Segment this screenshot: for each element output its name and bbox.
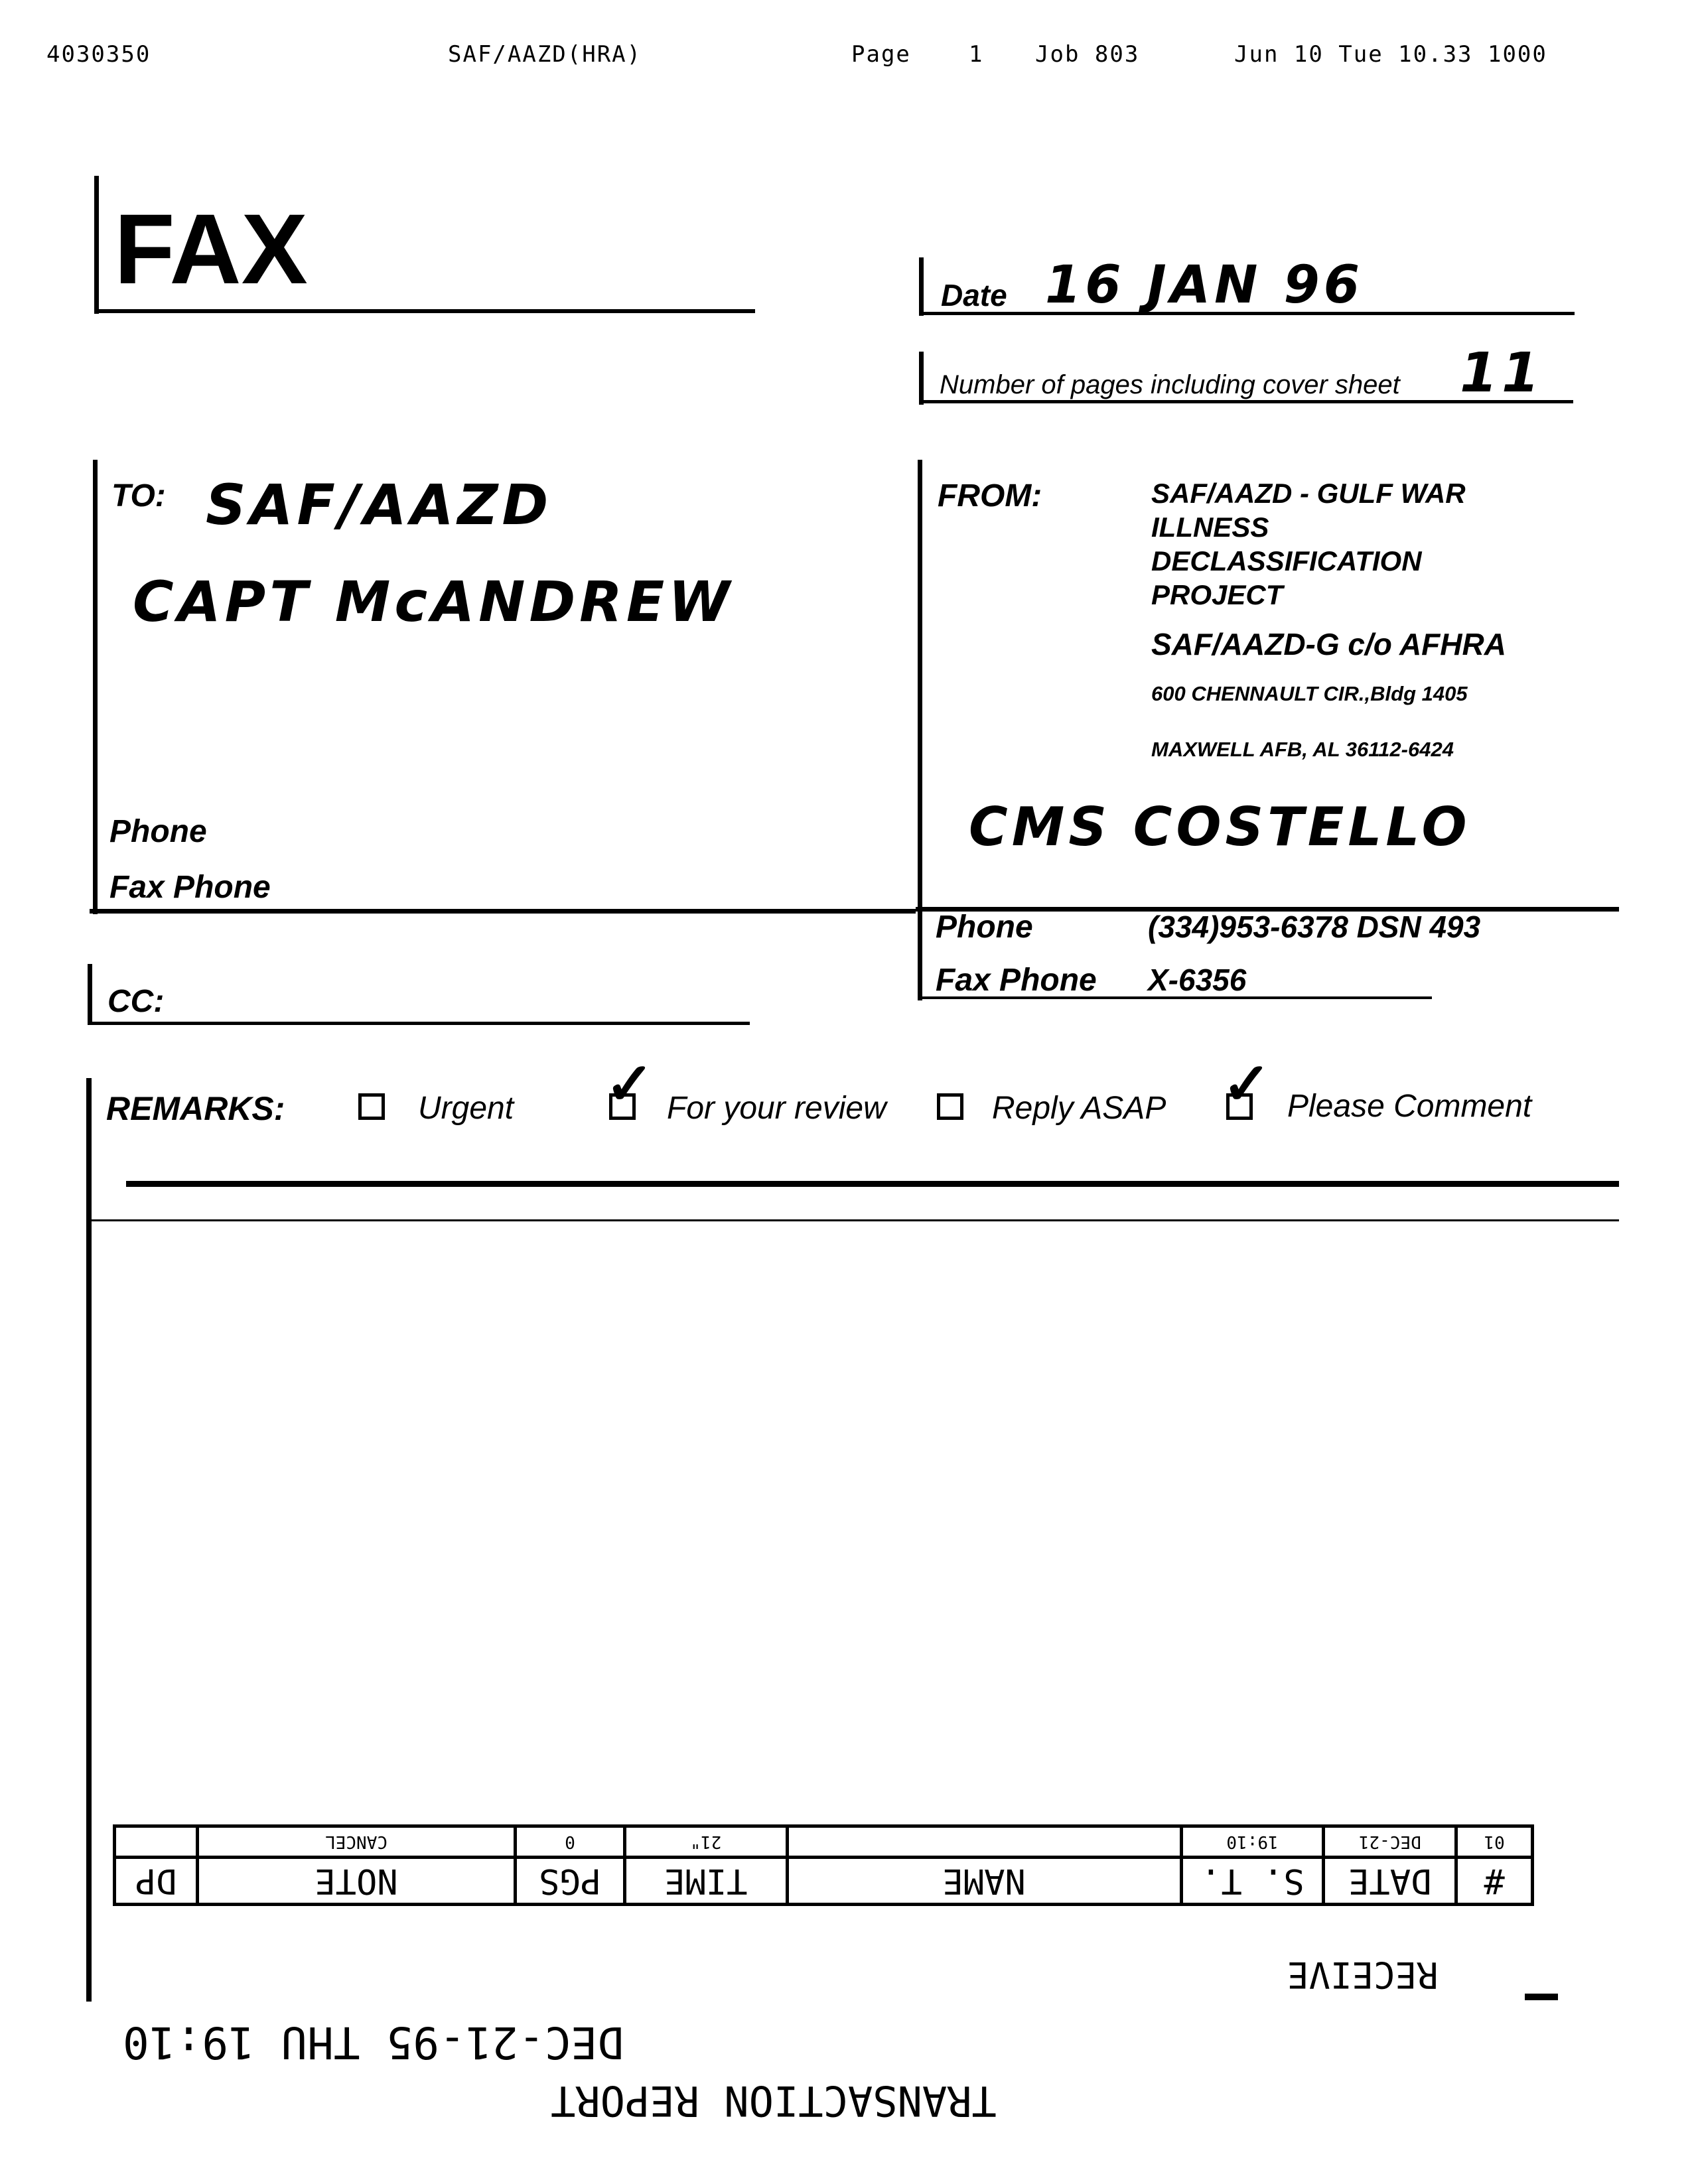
- transaction-header-date: DATE: [1324, 1858, 1456, 1905]
- transaction-value-date: DEC-21: [1324, 1826, 1456, 1858]
- transaction-value-pgs: 0: [516, 1826, 625, 1858]
- transaction-header-st: S. T.: [1181, 1858, 1324, 1905]
- remarks-thin-line: [92, 1219, 1619, 1221]
- to-phone-label: Phone: [109, 814, 207, 849]
- transaction-header-row: [115, 1858, 1533, 1905]
- transaction-header-num: #: [1456, 1858, 1533, 1905]
- review-check-mark-icon: ✓: [605, 1051, 654, 1117]
- transaction-receive: RECEIVE: [1287, 1954, 1439, 1996]
- pages-bracket: [919, 352, 924, 405]
- to-bracket: [93, 460, 98, 914]
- fax-header-page-label: Page: [851, 41, 911, 68]
- transaction-title: TRANSACTION REPORT: [551, 2077, 997, 2125]
- to-line2: CAPT McANDREW: [133, 569, 734, 634]
- transaction-value-row: [115, 1826, 1533, 1858]
- transaction-value-name: [787, 1826, 1181, 1858]
- fax-title-underline: [94, 309, 755, 313]
- transaction-value-dp: [115, 1826, 198, 1858]
- please-comment-label: Please Comment: [1287, 1089, 1532, 1124]
- from-org-line2: ILLNESS: [1151, 512, 1269, 543]
- from-address1: 600 CHENNAULT CIR.,Bldg 1405: [1151, 682, 1468, 705]
- remarks-label: REMARKS:: [106, 1090, 285, 1127]
- page-title: FAX: [114, 193, 308, 305]
- urgent-checkbox[interactable]: [358, 1093, 385, 1120]
- transaction-header-dp: DP: [115, 1858, 198, 1905]
- comment-check-mark-icon: ✓: [1222, 1051, 1271, 1117]
- reply-asap-label: Reply ASAP: [992, 1091, 1166, 1126]
- pages-value: 11: [1460, 342, 1544, 405]
- reply-asap-checkbox[interactable]: [937, 1093, 963, 1120]
- pages-label: Number of pages including cover sheet: [940, 370, 1400, 399]
- transaction-value-num: 01: [1456, 1826, 1533, 1858]
- remarks-bracket: [86, 1078, 92, 2002]
- from-phone-label: Phone: [936, 910, 1033, 945]
- transaction-header-pgs: PGS: [516, 1858, 625, 1905]
- from-org: [1151, 476, 1466, 612]
- transaction-value-st: 19:10: [1181, 1826, 1324, 1858]
- from-org-line3: DECLASSIFICATION: [1151, 545, 1422, 577]
- review-label: For your review: [667, 1091, 886, 1126]
- from-phone-value: (334)953-6378 DSN 493: [1148, 910, 1481, 944]
- fax-header-datetime: Jun 10 Tue 10.33 1000: [1234, 41, 1547, 68]
- from-address2: MAXWELL AFB, AL 36112-6424: [1151, 738, 1454, 761]
- to-label: TO:: [111, 478, 166, 513]
- fax-header-id: 4030350: [46, 41, 151, 68]
- transaction-header-note: NOTE: [197, 1858, 515, 1905]
- fax-title-bracket: [94, 176, 99, 314]
- transaction-timestamp: DEC-21-95 THU 19:10: [123, 2017, 624, 2068]
- cc-underline: [88, 1022, 750, 1025]
- receive-mark: [1525, 1994, 1558, 2000]
- from-fax-label: Fax Phone: [936, 963, 1097, 998]
- from-fax-value: X-6356: [1148, 963, 1247, 997]
- date-value: 16 JAN 96: [1045, 255, 1364, 315]
- transaction-header-time: TIME: [624, 1858, 787, 1905]
- cc-label: CC:: [107, 984, 165, 1019]
- transaction-table: [113, 1824, 1534, 1906]
- from-org-line4: PROJECT: [1151, 579, 1283, 610]
- urgent-label: Urgent: [418, 1091, 514, 1126]
- to-bottom-line: [90, 909, 916, 914]
- from-office: SAF/AAZD-G c/o AFHRA: [1151, 627, 1506, 661]
- fax-header-org: SAF/AAZD(HRA): [448, 41, 642, 68]
- to-line1: SAF/AAZD: [206, 472, 553, 537]
- transaction-header-name: NAME: [787, 1858, 1181, 1905]
- to-fax-label: Fax Phone: [109, 870, 271, 905]
- transaction-value-note: CANCEL: [197, 1826, 515, 1858]
- from-bracket: [918, 460, 922, 1000]
- remarks-thick-line: [126, 1181, 1619, 1187]
- date-bracket: [919, 257, 924, 316]
- from-label: FROM:: [938, 478, 1042, 513]
- date-label: Date: [941, 278, 1007, 312]
- transaction-value-time: 21": [624, 1826, 787, 1858]
- fax-header-job: Job 803: [1035, 41, 1140, 68]
- fax-header-page-num: 1: [969, 41, 984, 68]
- cc-bracket: [88, 964, 92, 1025]
- from-signature: CMS COSTELLO: [969, 796, 1471, 858]
- from-org-line1: SAF/AAZD - GULF WAR: [1151, 478, 1466, 509]
